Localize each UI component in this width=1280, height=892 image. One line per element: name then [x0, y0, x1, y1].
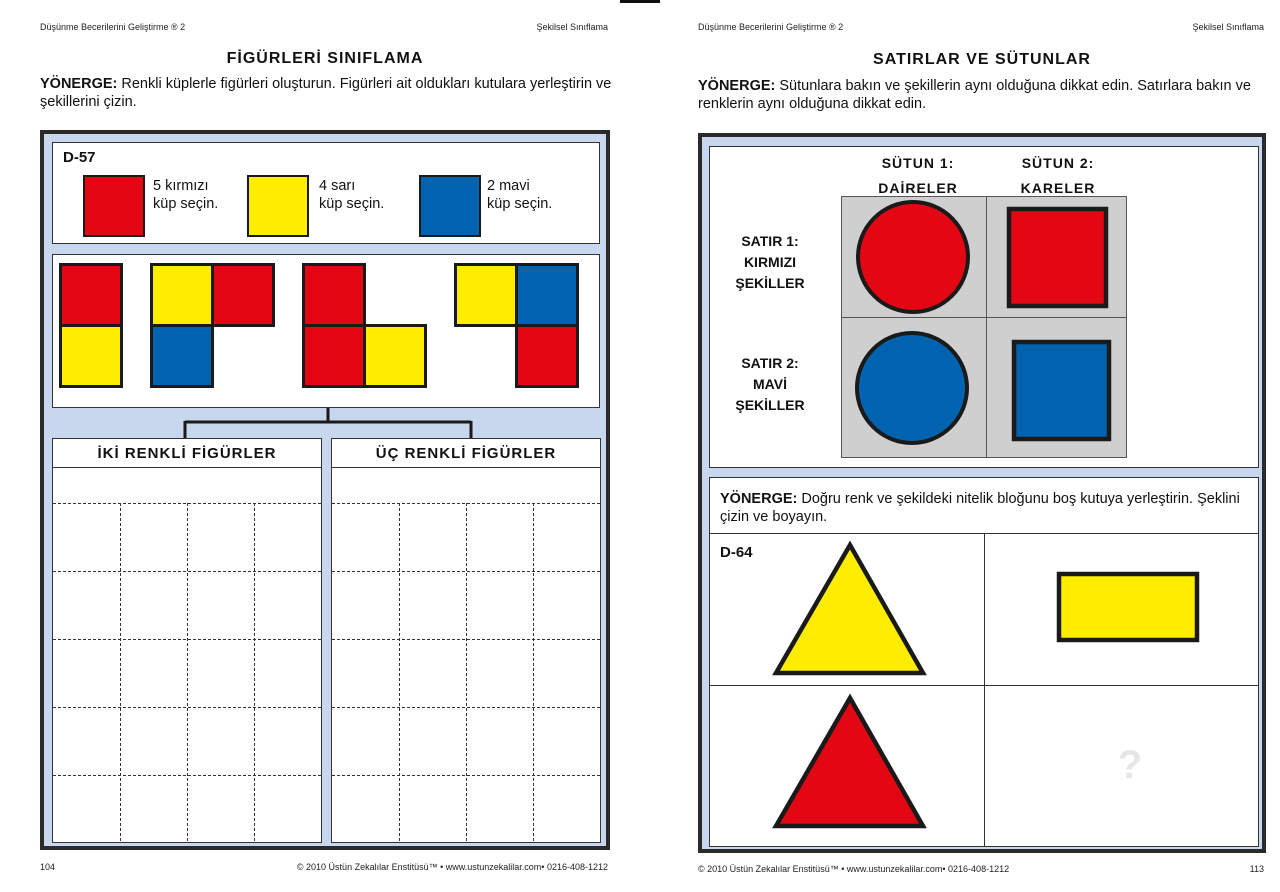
row-1-line2: KIRMIZI [743, 254, 797, 270]
left-header-topic: Şekilsel Sınıflama [536, 22, 608, 32]
answer-placeholder-question-mark[interactable]: ? [1117, 743, 1143, 787]
cube [302, 263, 366, 327]
blue-square [987, 318, 1126, 457]
blue-swatch-line2: küp seçin. [487, 196, 553, 212]
task-instruction [720, 490, 1250, 526]
left-page-number: 104 [40, 862, 56, 872]
heading-rule [53, 467, 321, 468]
swatch-panel [52, 142, 600, 244]
row-2-label [720, 353, 820, 416]
matrix-cell-r2c1 [841, 317, 987, 458]
cube [59, 263, 123, 327]
two-color-figures-box [52, 438, 322, 843]
column-2-label [988, 151, 1128, 201]
cube [150, 263, 214, 327]
matrix-panel [709, 146, 1259, 468]
left-instruction-text: Renkli küplerle figürleri oluşturun. Figürleri ait oldukları kutulara yerleştirin ve şekillerini çizin. [40, 76, 612, 110]
row-1-label [720, 231, 820, 294]
yellow-swatch-line1: 4 sarı [319, 178, 356, 194]
task-code: D-64 [720, 544, 753, 561]
right-instruction-text: Sütunlara bakın ve şekillerin aynı olduğuna dikkat edin. Satırlara bakın ve renklerin aynı olduğuna dikkat edin. [698, 78, 1251, 112]
blue-swatch-label [487, 177, 552, 213]
task-panel [709, 477, 1259, 847]
left-page-title: FİGÜRLERİ SINIFLAMA [226, 50, 424, 67]
top-border [620, 0, 660, 3]
column-1-label [848, 151, 988, 201]
left-footer: © 2010 Üstün Zekalılar Enstitüsü™ • www.ustunzekalilar.com• 0216-408-1212 [296, 862, 608, 872]
blue-circle [842, 318, 986, 457]
activity-code: D-57 [63, 149, 96, 166]
row-1-line1: SATIR 1: [741, 233, 799, 249]
three-color-figures-box [331, 438, 601, 843]
right-page-number: 113 [1249, 864, 1264, 874]
row-1-line3: ŞEKİLLER [735, 275, 805, 291]
task-divider-vertical [984, 533, 985, 846]
column-2-line1: SÜTUN 2: [1021, 155, 1095, 171]
tree-connector [44, 408, 614, 440]
cube [454, 263, 518, 327]
red-swatch-line2: küp seçin. [153, 196, 219, 212]
yellow-triangle [766, 540, 936, 682]
row-2-line1: SATIR 2: [741, 355, 799, 371]
matrix-cell-r1c1 [841, 196, 987, 318]
left-instruction [40, 75, 615, 111]
right-header-series: Düşünme Becerilerini Geliştirme ® 2 [698, 22, 844, 32]
two-color-heading: İKİ RENKLİ FİGÜRLER [97, 445, 277, 462]
row-2-line2: MAVİ [753, 376, 787, 392]
column-1-line2: DAİRELER [878, 180, 958, 196]
left-instruction-label: YÖNERGE: [40, 76, 118, 92]
grid-line [120, 503, 121, 841]
grid-line [399, 503, 400, 841]
red-swatch-label [153, 177, 218, 213]
task-instruction-text: Doğru renk ve şekildeki nitelik bloğunu boş kutuya yerleştirin. Şeklini çizin ve boyayın. [720, 491, 1240, 525]
yellow-swatch-line2: küp seçin. [319, 196, 385, 212]
cube [515, 324, 579, 388]
task-divider-horizontal [710, 685, 1258, 686]
cube [211, 263, 275, 327]
left-header-series: Düşünme Becerilerini Geliştirme ® 2 [40, 22, 186, 32]
red-square [987, 197, 1126, 317]
column-1-line1: SÜTUN 1: [881, 155, 955, 171]
red-swatch-line1: 5 kırmızı [153, 178, 209, 194]
right-instruction [698, 77, 1268, 113]
blue-cube-swatch [419, 175, 481, 237]
cube [150, 324, 214, 388]
right-activity-frame [698, 133, 1266, 853]
right-instruction-label: YÖNERGE: [698, 78, 776, 94]
left-activity-frame [40, 130, 610, 850]
matrix-cell-r1c2 [986, 196, 1127, 318]
column-2-line2: KARELER [1020, 180, 1096, 196]
right-footer: © 2010 Üstün Zekalılar Enstitüsü™ • www.ustunzekalilar.com• 0216-408-1212 [698, 864, 1010, 874]
yellow-swatch-label [319, 177, 384, 213]
grid-line [187, 503, 188, 841]
figures-panel [52, 254, 600, 408]
cube [59, 324, 123, 388]
yellow-rectangle [1055, 570, 1205, 646]
grid-line [466, 503, 467, 841]
heading-rule [332, 467, 600, 468]
task-instruction-label: YÖNERGE: [720, 491, 798, 507]
cube [363, 324, 427, 388]
red-cube-swatch [83, 175, 145, 237]
right-page-title: SATIRLAR VE SÜTUNLAR [873, 51, 1091, 68]
grid-line [533, 503, 534, 841]
red-triangle [766, 693, 936, 835]
three-color-heading: ÜÇ RENKLİ FİGÜRLER [375, 445, 557, 462]
right-header-topic: Şekilsel Sınıflama [1192, 22, 1264, 32]
grid-line [254, 503, 255, 841]
cube [515, 263, 579, 327]
row-2-line3: ŞEKİLLER [735, 397, 805, 413]
matrix-cell-r2c2 [986, 317, 1127, 458]
yellow-cube-swatch [247, 175, 309, 237]
blue-swatch-line1: 2 mavi [487, 178, 530, 194]
cube [302, 324, 366, 388]
red-circle [842, 197, 986, 317]
